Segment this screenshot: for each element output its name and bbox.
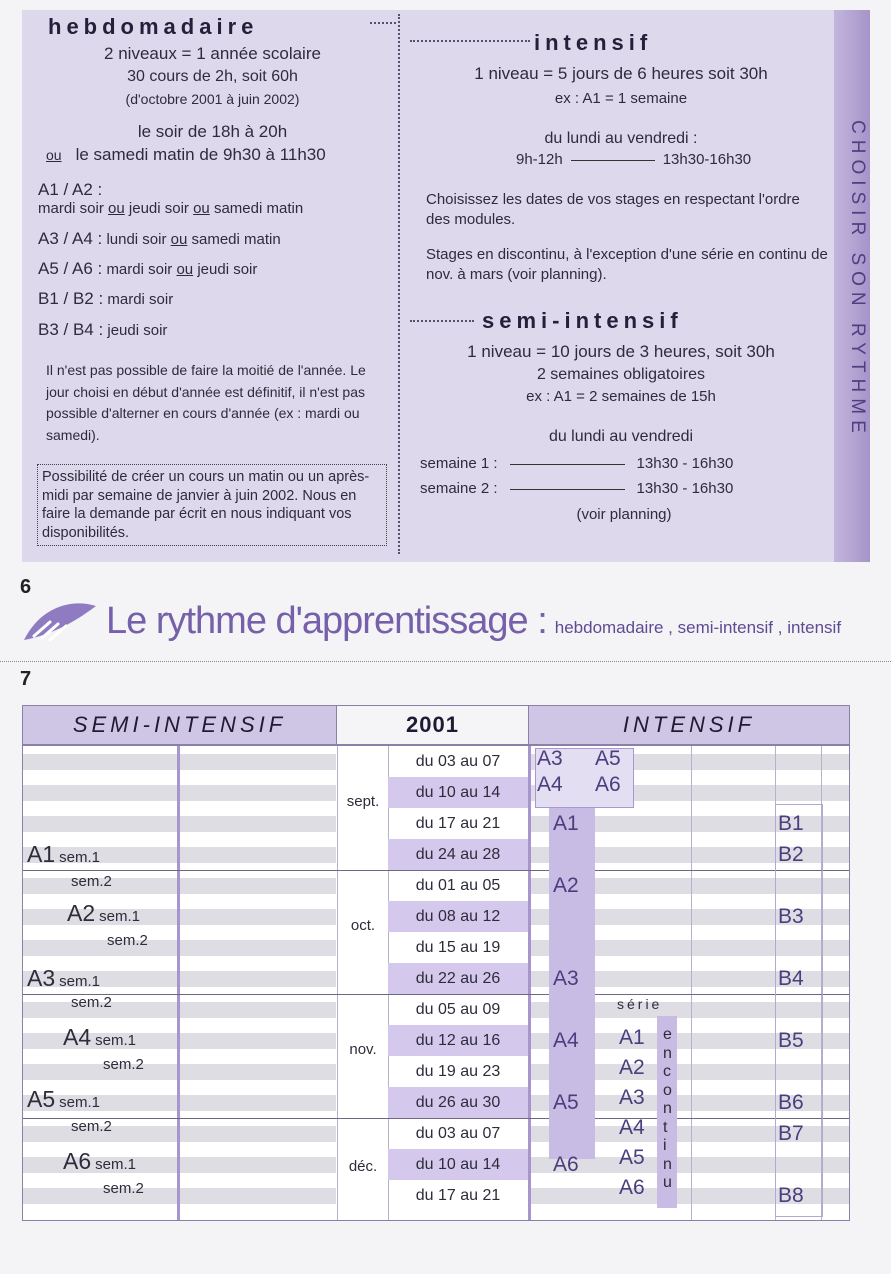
serie-vertical-letter: n — [663, 1155, 672, 1173]
sidebar-band — [834, 10, 870, 562]
serie-vertical-letter: i — [663, 1137, 667, 1154]
date-cell: du 10 au 14 — [388, 1149, 528, 1180]
col-header-year: 2001 — [337, 706, 529, 746]
intensif-a-level: A3 — [553, 967, 579, 990]
serie-label: série — [617, 996, 663, 1012]
intensif-a-level: A5 — [553, 1091, 579, 1114]
date-cell: du 22 au 26 — [388, 963, 528, 994]
semi-week1: semaine 1 : 13h30 - 16h30 — [420, 455, 734, 472]
serie-vertical-letter: u — [663, 1174, 672, 1191]
serie-vertical-letter: e — [663, 1026, 672, 1043]
date-cell: du 05 au 09 — [415, 1000, 501, 1018]
intensif-a-level: A6 — [553, 1153, 579, 1176]
date-cell: du 17 au 21 — [415, 1186, 501, 1204]
semi-sem2: sem.2 — [107, 931, 148, 949]
level-b1b2: B1 / B2 : mardi soir — [38, 289, 174, 308]
col-rule — [691, 746, 692, 1220]
level-a3a4: A3 / A4 : lundi soir ou samedi matin — [38, 229, 281, 248]
semi-line3: ex : A1 = 2 semaines de 15h — [526, 388, 716, 405]
intensif-b-level: B3 — [778, 905, 804, 928]
date-cell: du 08 au 12 — [388, 901, 528, 932]
month-label: déc. — [348, 1158, 378, 1176]
title-leader — [410, 320, 474, 322]
intensif-title: intensif — [534, 30, 653, 55]
month-label: oct. — [350, 916, 376, 934]
semi-sem2: sem.2 — [71, 873, 112, 890]
semi-level: A2 sem.1 — [67, 899, 140, 926]
intensif-first: A4 — [537, 773, 563, 796]
date-cell: du 24 au 28 — [388, 839, 528, 870]
col-rule — [528, 746, 531, 1220]
semi-level: A6 sem.1 — [63, 1147, 136, 1174]
month-label: nov. — [349, 1040, 377, 1058]
serie-vertical-letter: c — [663, 1063, 671, 1080]
intensif-p1: Choisissez les dates de vos stages en respectant l'ordre des modules. — [426, 191, 800, 229]
date-cell: du 26 au 30 — [388, 1087, 528, 1118]
serie-vertical-letter: t — [663, 1118, 668, 1136]
date-cell: du 12 au 16 — [388, 1025, 528, 1056]
intensif-a-level: A4 — [553, 1029, 579, 1052]
intensif-line1: 1 niveau = 5 jours de 6 heures soit 30h — [474, 64, 768, 83]
level-a1a2-days: mardi soir ou jeudi soir ou samedi matin — [38, 200, 304, 217]
semi-sem2: sem.2 — [103, 1055, 144, 1073]
semi-level: A5 sem.1 — [27, 1085, 100, 1112]
hebdo-box: Possibilité de créer un cours un matin ou un après-midi par semaine de janvier à juin 2002. Nous en faire la demande par écrit en nous indiquant vos disponibilités. — [37, 464, 387, 546]
serie-level: A3 — [619, 1086, 645, 1110]
intensif-line2: ex : A1 = 1 semaine — [554, 90, 688, 107]
date-cell: du 10 au 14 — [388, 777, 528, 808]
hebdo-line2: 30 cours de 2h, soit 60h — [127, 68, 298, 85]
hebdo-evening: le soir de 18h à 20h — [137, 122, 288, 141]
intensif-a-level: A2 — [553, 874, 579, 897]
date-cell: du 01 au 05 — [415, 876, 501, 894]
schedule-table — [22, 705, 850, 1221]
semi-line2: 2 semaines obligatoires — [536, 366, 706, 383]
serie-level: A6 — [619, 1176, 645, 1200]
hebdo-saturday: ou le samedi matin de 9h30 à 11h30 — [46, 145, 326, 164]
hebdo-line1: 2 niveaux = 1 année scolaire — [104, 44, 321, 63]
serie-level: A2 — [619, 1056, 645, 1080]
date-cell: du 17 au 21 — [415, 814, 501, 832]
page-number: 6 — [20, 576, 32, 598]
page-number: 7 — [20, 668, 32, 690]
intensif-b-level: B8 — [778, 1184, 804, 1207]
sidebar-title: CHOISIR SON RYTHME — [847, 120, 868, 439]
intensif-a-level: A1 — [553, 812, 579, 835]
date-cell: du 03 au 07 — [415, 1124, 501, 1142]
semi-sem2: sem.2 — [103, 1179, 144, 1197]
intensif-b-level: B2 — [778, 843, 804, 866]
intensif-hours: 9h-12h 13h30-16h30 — [516, 151, 752, 168]
intensif-days: du lundi au vendredi : — [544, 130, 698, 147]
serie-vertical-letter: n — [663, 1100, 672, 1117]
date-cell: du 19 au 23 — [415, 1062, 501, 1080]
semi-sem2: sem.2 — [71, 1117, 112, 1135]
serie-level: A4 — [619, 1116, 645, 1140]
hands-icon — [20, 596, 100, 650]
semi-sem2: sem.2 — [71, 993, 112, 1011]
semi-line1: 1 niveau = 10 jours de 3 heures, soit 30h — [467, 342, 775, 361]
page-heading: Le rythme d'apprentissage : hebdomadaire , semi-intensif , intensif — [106, 600, 842, 642]
hebdo-note: Il n'est pas possible de faire la moitié de l'année. Le jour choisi en début d'année est définitif, il n'est pas possible d'alterner en cours d'année (ex : mardi ou samedi). — [46, 362, 366, 444]
semi-planning: (voir planning) — [576, 506, 672, 523]
level-b3b4: B3 / B4 : jeudi soir — [38, 320, 168, 339]
level-a5a6: A5 / A6 : mardi soir ou jeudi soir — [38, 259, 258, 278]
intensif-b-level: B1 — [778, 812, 804, 835]
date-cell: du 03 au 07 — [415, 752, 501, 770]
serie-level: A1 — [619, 1026, 645, 1049]
hebdo-title: hebdomadaire — [48, 14, 259, 39]
date-cell: du 15 au 19 — [415, 938, 501, 956]
intensif-p2: Stages en discontinu, à l'exception d'une série en continu de nov. à mars (voir planning). — [426, 246, 828, 284]
semi-week2: semaine 2 : 13h30 - 16h30 — [420, 480, 734, 497]
column-divider — [398, 14, 400, 554]
intensif-first: A3 — [537, 747, 563, 770]
semi-level: A3 sem.1 — [27, 965, 100, 991]
serie-vertical-letter: o — [663, 1081, 672, 1099]
semi-level: A4 sem.1 — [63, 1023, 136, 1050]
title-leader — [410, 40, 530, 42]
month-label: sept. — [346, 792, 380, 810]
intensif-b-level: B7 — [778, 1122, 804, 1145]
intensif-b-level: B5 — [778, 1029, 804, 1052]
intensif-first: A6 — [595, 773, 621, 796]
page-fold — [0, 661, 891, 662]
serie-vertical-letter: n — [663, 1044, 672, 1062]
level-a1a2-code: A1 / A2 : — [38, 180, 103, 199]
col-rule — [337, 746, 338, 1220]
intensif-b-level: B4 — [778, 967, 804, 990]
serie-level: A5 — [619, 1146, 645, 1170]
col-header-semi: SEMI-INTENSIF — [23, 706, 337, 746]
semi-level: A1 sem.1 — [27, 841, 100, 867]
col-rule — [177, 746, 180, 1220]
intensif-b-level: B6 — [778, 1091, 804, 1114]
semi-days: du lundi au vendredi — [548, 428, 694, 445]
col-header-intensif: INTENSIF — [529, 706, 849, 746]
title-leader — [370, 22, 396, 24]
semi-title: semi-intensif — [482, 308, 683, 333]
hebdo-line3: (d'octobre 2001 à juin 2002) — [125, 91, 300, 107]
intensif-first: A5 — [595, 747, 621, 770]
